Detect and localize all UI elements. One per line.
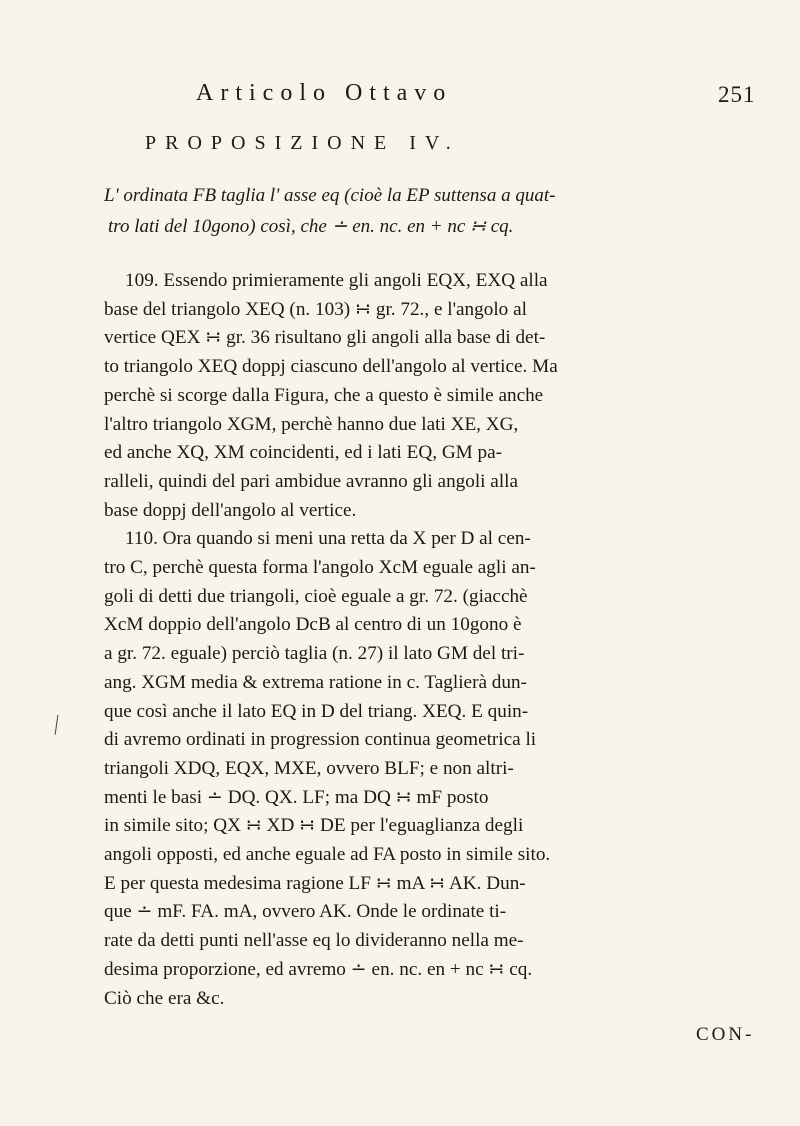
text-line: l'altro triangolo XGM, perchè hanno due lati XE, XG, <box>104 413 519 435</box>
text-line: 109. Essendo primieramente gli angoli EQX, EXQ alla <box>125 270 548 291</box>
text-line: angoli opposti, ed anche eguale ad FA posto in simile sito. <box>104 844 551 866</box>
text-line: desima proporzione, ed avremo ∸ en. nc. en + nc ∺ cq. <box>104 958 533 980</box>
text-line: triangoli XDQ, EQX, MXE, ovvero BLF; e non altri- <box>104 757 514 779</box>
statement-line: L' ordinata FB taglia l' asse eq (cioè la EP suttensa a quat- <box>104 185 556 206</box>
text-line: di avremo ordinati in progression continua geometrica li <box>104 729 537 751</box>
text-line: base doppj dell'angolo al vertice. <box>104 499 357 521</box>
text-line: ang. XGM media & extrema ratione in c. Taglierà dun- <box>104 671 527 693</box>
text-line: goli di detti due triangoli, cioè eguale a gr. 72. (giacchè <box>104 585 528 607</box>
body-text <box>104 267 729 1013</box>
text-line: XcM doppio dell'angolo DcB al centro di un 10gono è <box>104 614 522 636</box>
text-line: a gr. 72. eguale) perciò taglia (n. 27) il lato GM del tri- <box>104 643 525 665</box>
statement-line: tro lati del 10gono) così, che ∸ en. nc. en + nc ∺ cq. <box>108 216 514 237</box>
text-line: in simile sito; QX ∺ XD ∺ DE per l'eguaglianza degli <box>104 815 524 837</box>
text-line: perchè si scorge dalla Figura, che a questo è simile anche <box>104 384 544 406</box>
proposition-heading: PROPOSIZIONE IV. <box>145 132 460 154</box>
text-line: que ∸ mF. FA. mA, ovvero AK. Onde le ordinate ti- <box>104 901 507 923</box>
text-line: base del triangolo XEQ (n. 103) ∺ gr. 72., e l'angolo al <box>104 298 527 320</box>
text-line: ed anche XQ, XM coincidenti, ed i lati EQ, GM pa- <box>104 442 503 464</box>
text-line: E per questa medesima ragione LF ∺ mA ∺ AK. Dun- <box>104 872 526 894</box>
catchword: CON- <box>696 1024 755 1045</box>
text-line: 110. Ora quando si meni una retta da X per D al cen- <box>125 528 531 550</box>
text-line: que così anche il lato EQ in D del triang. XEQ. E quin- <box>104 700 529 722</box>
text-line: rate da detti punti nell'asse eq lo divideranno nella me- <box>104 930 524 952</box>
text-line: vertice QEX ∺ gr. 36 risultano gli angoli alla base di det- <box>104 327 546 349</box>
text-line: menti le basi ∸ DQ. QX. LF; ma DQ ∺ mF posto <box>104 786 489 808</box>
text-line: to triangolo XEQ doppj ciascuno dell'angolo al vertice. Ma <box>104 356 558 378</box>
running-title: Articolo Ottavo <box>196 80 453 106</box>
page-number: 251 <box>718 82 756 107</box>
text-line: ralleli, quindi del pari ambidue avranno gli angoli alla <box>104 470 519 492</box>
text-line: tro C, perchè questa forma l'angolo XcM eguale agli an- <box>104 557 536 579</box>
margin-ink-mark <box>55 715 62 735</box>
proposition-statement <box>104 180 724 242</box>
text-line: Ciò che era &c. <box>104 987 225 1009</box>
